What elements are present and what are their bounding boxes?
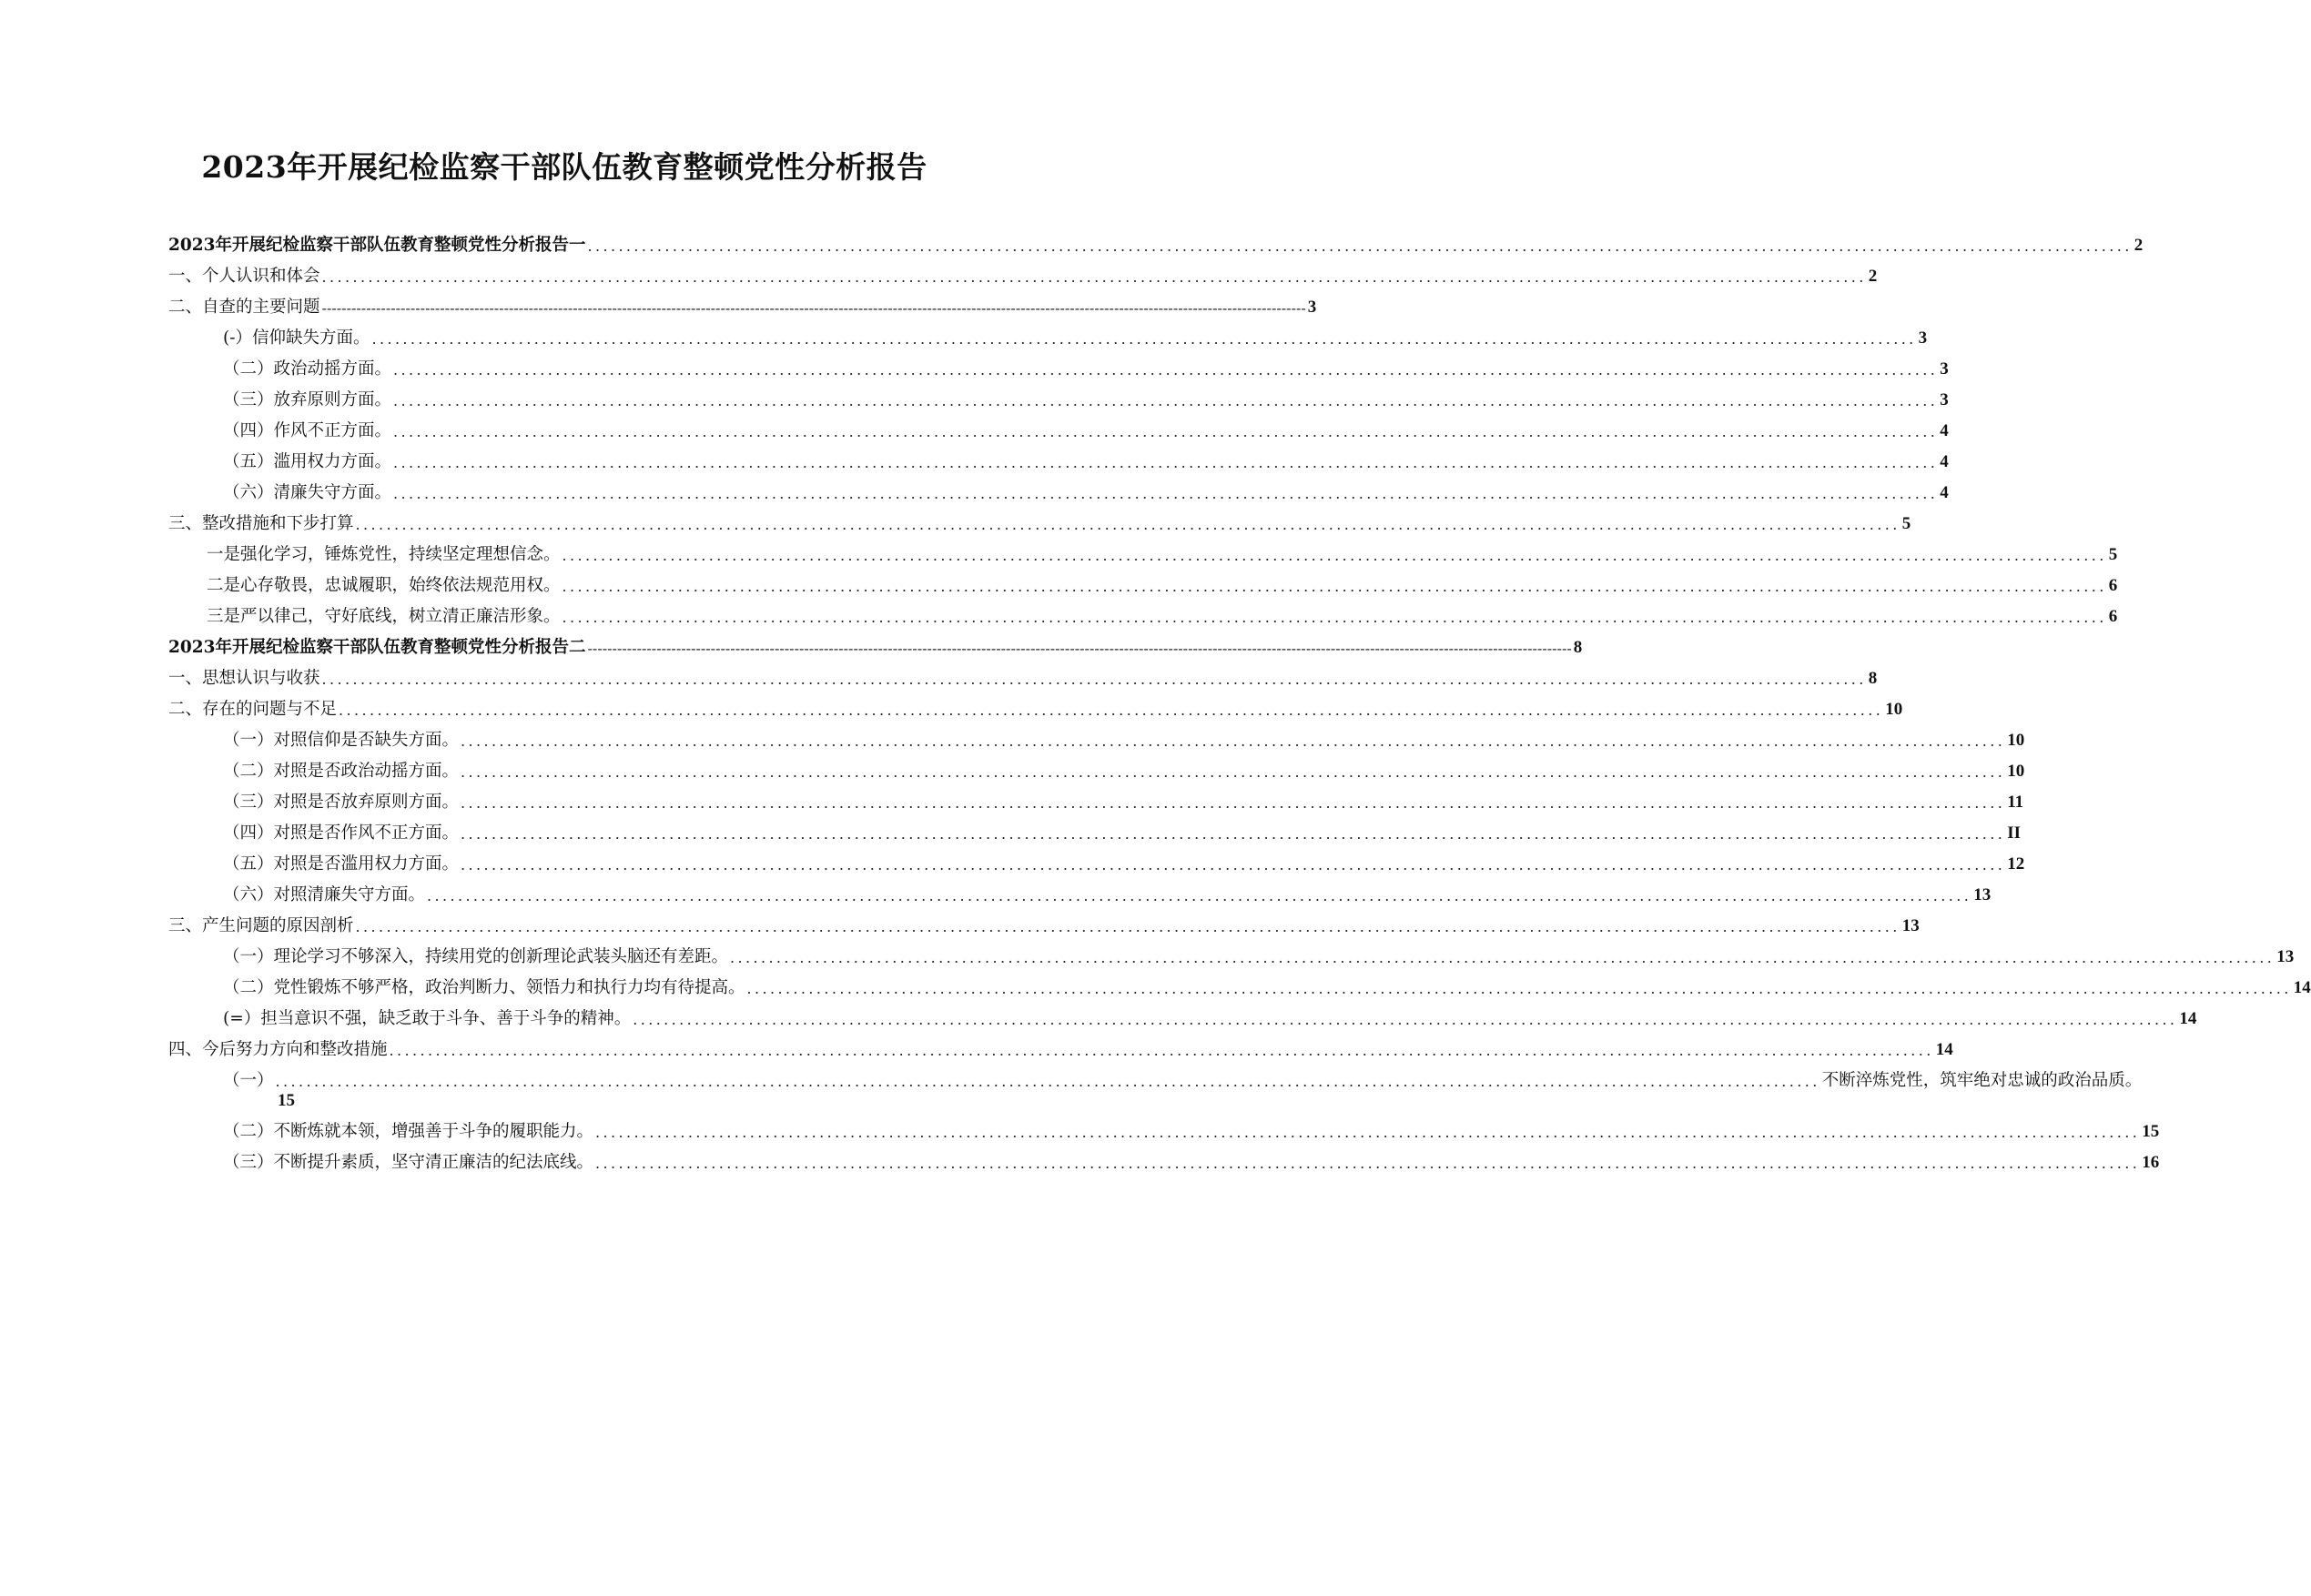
- toc-leader: --------------------------------------------------------------------------------------------------------------------------------------------------------------------------------------------------------: [587, 640, 1572, 657]
- toc-leader: ........................................................................................................................................................................................................: [393, 423, 1939, 440]
- toc-entry[interactable]: [168, 349, 1949, 380]
- toc-leader: ........................................................................................................................................................................................................: [595, 1124, 2141, 1141]
- toc-page-number: 11: [2007, 793, 2024, 812]
- toc-entry-label: 二是心存敬畏，忠诚履职，始终依法规范用权。: [207, 576, 561, 595]
- toc-page-number: 2: [2134, 236, 2144, 255]
- toc-leader: ........................................................................................................................................................................................................: [393, 361, 1939, 379]
- toc-entry[interactable]: [168, 999, 2197, 1030]
- toc-page-number: II: [2007, 823, 2021, 843]
- toc-leader: ........................................................................................................................................................................................................: [562, 547, 2107, 564]
- toc-entry-label: （一）: [223, 1071, 274, 1090]
- toc-entry-label: 产生问题的原因剖析: [202, 916, 354, 935]
- toc-leader: ........................................................................................................................................................................................................: [355, 918, 1900, 935]
- toc-entry-number: 一、: [168, 267, 203, 286]
- toc-leader: ........................................................................................................................................................................................................: [633, 1011, 2178, 1028]
- toc-entry-label: (-）信仰缺失方面。: [223, 328, 370, 348]
- toc-page-number: 5: [2108, 545, 2118, 564]
- toc-entry[interactable]: [168, 659, 1878, 690]
- toc-entry[interactable]: [168, 906, 1920, 937]
- toc-entry-label: 2023年开展纪检监察干部队伍教育整顿党性分析报告二: [168, 638, 586, 657]
- toc-entry-label: (=）担当意识不强，缺乏敢于斗争、善于斗争的精神。: [223, 1009, 632, 1028]
- toc-page-number: 15: [278, 1091, 295, 1110]
- toc-leader: --------------------------------------------------------------------------------------------------------------------------------------------------------------------------------------------------------: [321, 299, 1306, 317]
- toc-page-number: 10: [2007, 762, 2025, 781]
- document-title: 2023年开展纪检监察干部队伍教育整顿党性分析报告: [201, 149, 927, 185]
- toc-entry-number: 三、: [168, 514, 203, 533]
- toc-leader: ........................................................................................................................................................................................................: [730, 949, 2276, 966]
- toc-entry[interactable]: [168, 690, 1903, 721]
- toc-entry-number: 四、: [168, 1040, 203, 1059]
- toc-entry-label: 存在的问题与不足: [202, 700, 338, 719]
- toc-entry-label: （四）作风不正方面。: [223, 421, 392, 440]
- toc-page-number: 3: [1918, 328, 1928, 348]
- toc-entry[interactable]: [168, 1143, 2160, 1174]
- toc-entry-label: （二）对照是否政治动摇方面。: [223, 762, 460, 781]
- toc-entry[interactable]: [168, 783, 2024, 813]
- toc-page-number: 8: [1868, 669, 1878, 688]
- toc-entry-label: （一）对照信仰是否缺失方面。: [223, 731, 460, 750]
- toc-page-number: 6: [2108, 607, 2118, 626]
- toc-leader: ........................................................................................................................................................................................................: [461, 794, 2006, 812]
- toc-entry-label: （三）对照是否放弃原则方面。: [223, 793, 460, 812]
- toc-entry[interactable]: [168, 875, 1992, 906]
- toc-entry-number: 二、: [168, 700, 203, 719]
- toc-page-number: 4: [1940, 421, 1949, 440]
- toc-page-number: 5: [1901, 514, 1911, 533]
- toc-leader: ........................................................................................................................................................................................................: [461, 856, 2006, 874]
- toc-leader: ........................................................................................................................................................................................................: [275, 1073, 1820, 1090]
- toc-leader: ........................................................................................................................................................................................................: [389, 1042, 1934, 1059]
- toc-page-number: 8: [1573, 638, 1583, 657]
- toc-leader: ........................................................................................................................................................................................................: [355, 516, 1900, 533]
- toc-page-number: 13: [2276, 947, 2295, 966]
- toc-entry-label: 今后努力方向和整改措施: [202, 1040, 388, 1059]
- toc-page-number: 15: [2142, 1122, 2160, 1141]
- toc-page-number: 16: [2142, 1153, 2160, 1172]
- table-of-contents: [168, 226, 2311, 1174]
- toc-leader: ........................................................................................................................................................................................................: [461, 825, 2006, 843]
- toc-page-number: 3: [1940, 390, 1949, 409]
- toc-entry-label: （五）对照是否滥用权力方面。: [223, 854, 460, 874]
- toc-entry[interactable]: [168, 288, 1317, 318]
- toc-entry[interactable]: [168, 318, 1928, 349]
- toc-entry-number: 三、: [168, 916, 203, 935]
- toc-page-number: 13: [1901, 916, 1920, 935]
- toc-entry[interactable]: [168, 442, 1949, 473]
- toc-entry-label: （二）不断炼就本领，增强善于斗争的履职能力。: [223, 1122, 594, 1141]
- toc-page-number: 4: [1940, 483, 1949, 502]
- toc-entry[interactable]: [168, 628, 1583, 659]
- toc-entry[interactable]: [168, 473, 1949, 504]
- toc-entry-label: （一）理论学习不够深入，持续用党的创新理论武装头脑还有差距。: [223, 947, 729, 966]
- toc-leader: ........................................................................................................................................................................................................: [461, 763, 2006, 781]
- toc-leader: ........................................................................................................................................................................................................: [339, 702, 1884, 719]
- toc-entry-label: 一是强化学习，锤炼党性，持续坚定理想信念。: [207, 545, 561, 564]
- toc-entry[interactable]: [168, 937, 2295, 968]
- toc-entry-label: 2023年开展纪检监察干部队伍教育整顿党性分析报告一: [168, 236, 586, 255]
- toc-entry[interactable]: [168, 597, 2118, 628]
- toc-entry[interactable]: [168, 566, 2118, 597]
- toc-leader: ........................................................................................................................................................................................................: [595, 1155, 2141, 1172]
- toc-entry[interactable]: [168, 1112, 2160, 1143]
- toc-entry[interactable]: [168, 844, 2025, 875]
- toc-page-number: 6: [2108, 576, 2118, 595]
- toc-leader: ........................................................................................................................................................................................................: [746, 980, 2292, 997]
- toc-page-number: 13: [1973, 885, 1992, 904]
- toc-page-number: 2: [1868, 267, 1878, 286]
- toc-page-number: 12: [2007, 854, 2025, 874]
- toc-entry-label-continued: 不断淬炼党性，筑牢绝对忠诚的政治品质。: [1821, 1071, 2143, 1090]
- toc-entry-label: 思想认识与收获: [202, 669, 320, 688]
- toc-entry-label: （四）对照是否作风不正方面。: [223, 823, 460, 843]
- toc-entry[interactable]: [168, 535, 2118, 566]
- toc-entry-label: （三）放弃原则方面。: [223, 390, 392, 409]
- toc-entry[interactable]: [168, 1061, 2143, 1092]
- toc-entry[interactable]: [168, 380, 1949, 411]
- toc-entry-number: 一、: [168, 669, 203, 688]
- toc-leader: ........................................................................................................................................................................................................: [321, 671, 1867, 688]
- toc-leader: ........................................................................................................................................................................................................: [393, 454, 1939, 471]
- toc-page-number: 14: [1935, 1040, 1953, 1059]
- toc-entry-label: （二）党性锻炼不够严格，政治判断力、领悟力和执行力均有待提高。: [223, 978, 745, 997]
- toc-page-number: 10: [2007, 731, 2025, 750]
- toc-entry-number: 二、: [168, 298, 203, 317]
- toc-entry-label: （三）不断提升素质，坚守清正廉洁的纪法底线。: [223, 1153, 594, 1172]
- toc-page-number: 14: [2293, 978, 2311, 997]
- toc-leader: ........................................................................................................................................................................................................: [371, 330, 1917, 348]
- toc-entry[interactable]: [168, 257, 1878, 288]
- toc-entry[interactable]: [168, 226, 2144, 257]
- toc-leader: ........................................................................................................................................................................................................: [321, 268, 1867, 286]
- toc-entry-label: 自查的主要问题: [202, 298, 320, 317]
- toc-entry[interactable]: [168, 411, 1949, 442]
- toc-entry-label: 个人认识和体会: [202, 267, 320, 286]
- toc-leader: ........................................................................................................................................................................................................: [587, 237, 2133, 255]
- toc-entry-label: （二）政治动摇方面。: [223, 359, 392, 379]
- toc-entry[interactable]: [168, 813, 2021, 844]
- toc-page-number: 14: [2179, 1009, 2197, 1028]
- toc-page-number: 3: [1307, 298, 1317, 317]
- toc-entry[interactable]: [168, 721, 2025, 752]
- toc-entry[interactable]: [168, 752, 2025, 783]
- toc-entry-label: 三是严以律己，守好底线，树立清正廉洁形象。: [207, 607, 561, 626]
- toc-page-number: 3: [1940, 359, 1949, 379]
- toc-entry-label: （六）对照清廉失守方面。: [223, 885, 426, 904]
- toc-page-number: 4: [1940, 452, 1949, 471]
- toc-page-number: 10: [1885, 700, 1903, 719]
- toc-leader: ........................................................................................................................................................................................................: [461, 732, 2006, 750]
- toc-leader: ........................................................................................................................................................................................................: [562, 578, 2107, 595]
- toc-leader: ........................................................................................................................................................................................................: [427, 887, 1972, 904]
- toc-entry[interactable]: [168, 504, 1911, 535]
- toc-leader: ........................................................................................................................................................................................................: [393, 485, 1939, 502]
- toc-leader: ........................................................................................................................................................................................................: [562, 609, 2107, 626]
- toc-entry[interactable]: [168, 968, 2311, 999]
- toc-entry-label: （五）滥用权力方面。: [223, 452, 392, 471]
- toc-entry[interactable]: [168, 1030, 1953, 1061]
- toc-leader: ........................................................................................................................................................................................................: [393, 392, 1939, 409]
- toc-entry-label: （六）清廉失守方面。: [223, 483, 392, 502]
- toc-entry-label: 整改措施和下步打算: [202, 514, 354, 533]
